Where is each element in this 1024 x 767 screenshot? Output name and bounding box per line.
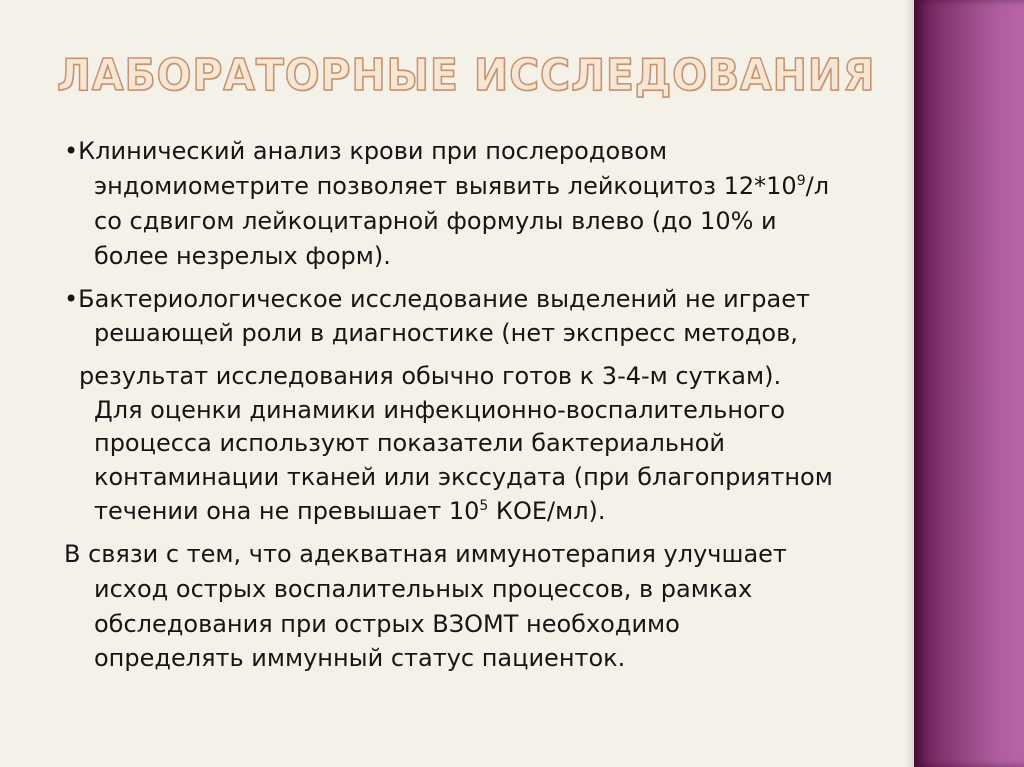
- paragraph-2-line-2: решающей роли в диагностике (нет экспресс методов,: [94, 319, 798, 347]
- paragraph-2-line-3: результат исследования обычно готов к 3-4-м суткам).: [79, 362, 782, 390]
- cfu-superscript: 5: [479, 498, 489, 514]
- slide-title: ЛАБОРАТОРНЫЕ ИССЛЕДОВАНИЯ: [57, 50, 876, 101]
- paragraph-2-line-1: •Бактериологическое исследование выделений не играет: [64, 285, 810, 313]
- paragraph-2-line-7-text: течении она не превышает 10: [94, 497, 480, 525]
- leukocyte-superscript: 9: [796, 173, 806, 189]
- paragraph-3-line-3: обследования при острых ВЗОМТ необходимо: [94, 610, 680, 638]
- paragraph-2-line-4: Для оценки динамики инфекционно-воспалительного: [94, 396, 786, 424]
- paragraph-2-line-6: контаминации тканей или экссудата (при благоприятном: [94, 463, 833, 491]
- paragraph-1-line-2-text: эндомиометрите позволяет выявить лейкоцитоз 12*10: [94, 172, 797, 200]
- paragraph-1-line-4: более незрелых форм).: [94, 242, 391, 270]
- paragraph-2-line-7: [94, 496, 606, 530]
- paragraph-2-line-5: процесса используют показатели бактериальной: [94, 429, 725, 457]
- paragraph-1-line-1: •Клинический анализ крови при послеродовом: [64, 137, 668, 165]
- paragraph-3-line-2: исход острых воспалительных процессов, в рамках: [94, 575, 753, 603]
- paragraph-3-line-4: определять иммунный статус пациенток.: [94, 644, 626, 672]
- decorative-sidebar: [914, 0, 1024, 767]
- paragraph-1-line-3: со сдвигом лейкоцитарной формулы влево (до 10% и: [94, 207, 777, 235]
- paragraph-3-line-1: В связи с тем, что адекватная иммунотерапия улучшает: [64, 540, 787, 568]
- leukocyte-unit: /л: [805, 172, 830, 200]
- paragraph-1-line-2: [94, 171, 829, 205]
- cfu-unit: КОЕ/мл).: [488, 497, 606, 525]
